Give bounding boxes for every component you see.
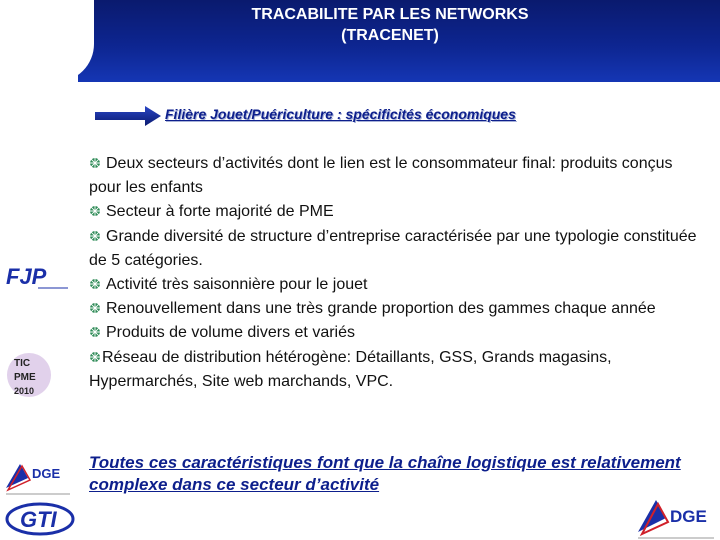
section-subtitle: Filière Jouet/Puériculture : spécificités économiques	[165, 106, 516, 122]
title-line-2: (TRACENET)	[341, 27, 439, 44]
bullet-text: Activité très saisonnière pour le jouet	[106, 276, 368, 294]
gti-logo-text: GTI	[20, 507, 57, 532]
fjp-logo	[4, 262, 70, 294]
pme-logo-line-2: PME	[14, 372, 36, 383]
gti-logo	[4, 500, 76, 538]
bullet-text: Secteur à forte majorité de PME	[106, 203, 334, 221]
dge-logo-left	[2, 458, 74, 498]
dge-right-text: DGE	[670, 507, 707, 526]
bullet-icon	[89, 302, 101, 314]
bullet-text: Réseau de distribution hétérogène: Détaillants, GSS, Grands magasins, Hypermarchés, Site web marchands, VPC.	[89, 348, 612, 390]
bullet-text: Deux secteurs d’activités dont le lien est le consommateur final: produits conçus pour les enfants	[89, 155, 673, 197]
bullet-text: Renouvellement dans une très grande proportion des gammes chaque année	[106, 300, 656, 318]
bullet-icon	[89, 326, 101, 338]
bullet-text: Produits de volume divers et variés	[106, 324, 355, 342]
list-item	[89, 200, 699, 224]
arrow-right-icon	[95, 106, 161, 126]
list-item	[89, 346, 699, 394]
list-item	[89, 273, 699, 297]
list-item	[89, 152, 699, 200]
fjp-logo-text: FJP	[6, 264, 47, 289]
page-title	[80, 4, 700, 46]
pme-logo-line-3: 2010	[14, 386, 35, 396]
conclusion-text: Toutes ces caractéristiques font que la chaîne logistique est relativement complexe dans ce secteur d’activité	[89, 453, 681, 494]
bullet-icon	[89, 351, 101, 363]
list-item	[89, 297, 699, 321]
list-item	[89, 321, 699, 345]
bullet-icon	[89, 157, 101, 169]
bullet-icon	[89, 205, 101, 217]
pme-logo-line-1: TIC	[14, 358, 31, 369]
tic-pme-logo	[4, 344, 54, 406]
bullet-icon	[89, 278, 101, 290]
dge-logo-right	[634, 496, 718, 540]
bullet-icon	[89, 230, 101, 242]
list-item	[89, 225, 699, 273]
dge-left-text: DGE	[32, 466, 61, 481]
title-line-1: TRACABILITE PAR LES NETWORKS	[251, 6, 529, 23]
bullet-text: Grande diversité de structure d’entreprise caractérisée par une typologie constituée de 5 catégories.	[89, 227, 697, 269]
bullet-list	[89, 152, 699, 394]
